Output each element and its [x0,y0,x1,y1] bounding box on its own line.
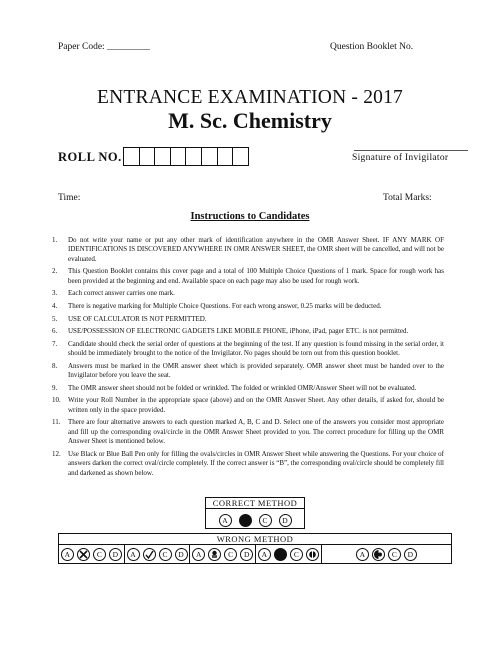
option-c-bubble: C [93,548,106,561]
wrong-method-label: WRONG METHOD [59,534,451,545]
instruction-number: 7. [52,339,58,348]
option-a-bubble: A [192,548,205,561]
correct-method-box [205,497,305,529]
time-label: Time: [58,193,81,203]
instruction-number: 12. [52,449,61,458]
option-d-bubble: D [404,548,417,561]
option-a-bubble: A [61,548,74,561]
roll-digit-box[interactable] [232,147,249,166]
roll-digit-box[interactable] [154,147,171,166]
instruction-number: 4. [52,302,58,310]
total-marks-label: Total Marks: [383,193,432,203]
option-b-tick-bubble [143,548,156,561]
option-c-bubble: C [290,548,303,561]
option-b-filled-bubble [239,514,252,527]
instruction-text: There is negative marking for Multiple Choice Questions. For each wrong answer, 0.25 marks will be deducted. [68,302,382,310]
instruction-text: USE/POSSESSION OF ELECTRONIC GADGETS LIKE MOBILE PHONE, iPhone, iPad, pager ETC. is not permitted. [68,327,409,336]
option-c-bubble: C [224,548,237,561]
invigilator-signature-label: Signature of Invigilator [352,153,449,163]
instruction-number: 1. [52,236,58,244]
option-d-bubble: D [175,548,188,561]
instructions-heading: Instructions to Candidates [190,211,310,222]
instructions-list [52,236,444,481]
wrong-example-half [322,545,451,563]
option-d-bubble: D [240,548,253,561]
instruction-number: 5. [52,314,58,323]
wrong-example-partial [190,545,256,563]
option-b-partial-bubble [208,548,221,561]
instruction-number: 10. [52,396,61,405]
option-d-dotted-bubble [306,548,319,561]
exam-title: ENTRANCE EXAMINATION - 2017 [97,87,403,108]
option-c-bubble: C [388,548,401,561]
roll-digit-box[interactable] [217,147,234,166]
instruction-item [52,384,444,393]
instruction-item [52,315,444,324]
roll-digit-box[interactable] [170,147,187,166]
option-d-bubble: D [279,514,292,527]
correct-method-bubbles [206,509,304,529]
option-b-filled-bubble [274,548,287,561]
instruction-item [52,450,444,478]
option-b-crossed-bubble [77,548,90,561]
instruction-number: 11. [52,418,61,427]
instruction-text: There are four alternative answers to each question marked A, B, C and D. Select one of the answers you consider most appropriate and fill up the corresponding oval/circle in the OMR Answer Sheet provided to you. The correct procedure for filling up the OMR Answer Sheet is mentioned below. [68,418,444,446]
wrong-example-crossed [59,545,125,563]
instruction-text: Write your Roll Number in the appropriate space (above) and on the OMR Answer Sheet. Any other details, if asked for, should be written only in the space provided. [68,396,444,414]
instruction-number: 8. [52,361,58,370]
instruction-text: The OMR answer sheet should not be folded or wrinkled. The folded or wrinkled OMR/Answer Sheet will not be evaluated. [68,383,417,392]
option-a-bubble: A [356,548,369,561]
instruction-number: 2. [52,267,58,276]
option-b-half-bubble [372,548,385,561]
instruction-item [52,327,444,336]
instruction-item [52,340,444,359]
instruction-item [52,267,444,286]
instruction-item [52,302,444,311]
wrong-method-examples [59,545,451,563]
instruction-item [52,236,444,264]
instruction-text: Answers must be marked in the OMR answer sheet which is provided separately. OMR answer sheet must be handed over to the Invigilator before you leave the seat. [68,361,444,380]
instruction-number: 9. [52,383,58,392]
wrong-method-box [58,533,452,564]
instruction-text: USE OF CALCULATOR IS NOT PERMITTED. [68,314,207,323]
roll-digit-box[interactable] [123,147,140,166]
wrong-example-multiple [256,545,322,563]
option-c-bubble: C [259,514,272,527]
roll-digit-box[interactable] [185,147,202,166]
instruction-text: Do not write your name or put any other mark of identification anywhere in the OMR Answer Sheet. IF ANY MARK OF IDENTIFICATIONS IS DISCOVERED ANYWHERE IN OMR ANSWER SHEET, the OMR sheet will be cancelled, and will not be evaluated. [68,236,444,263]
instruction-item [52,396,444,415]
wrong-example-tick [125,545,191,563]
instruction-number: 6. [52,327,58,336]
roll-digit-box[interactable] [201,147,218,166]
instruction-text: Use Black or Blue Ball Pen only for filling the ovals/circles in OMR Answer Sheet while answering the Questions. For your choice of answers darken the correct oval/circle completely. If the correct answer is “B”, the corresponding oval/circle should be completely fill and darkened as shown below. [68,449,444,477]
instruction-number: 3. [52,289,58,298]
correct-method-label: CORRECT METHOD [206,498,304,509]
option-a-bubble: A [258,548,271,561]
instruction-item [52,289,444,298]
roll-number-label: ROLL NO. [58,150,122,164]
paper-code: Paper Code: _________ [58,42,150,52]
option-d-bubble: D [109,548,122,561]
instruction-text: Each correct answer carries one mark. [68,289,175,298]
roll-number-boxes[interactable] [124,147,249,166]
instruction-item [52,418,444,446]
question-booklet-number: Question Booklet No. [330,42,414,52]
option-c-bubble: C [159,548,172,561]
roll-digit-box[interactable] [139,147,156,166]
signature-line [354,150,468,151]
option-a-bubble: A [219,514,232,527]
instruction-item [52,362,444,381]
instruction-text: Candidate should check the serial order of questions at the beginning of the test. If any question is found missing in the serial order, it should be immediately brought to the notice of the Invigilator. No pages should be torn out from this question booklet. [68,339,444,358]
instruction-text: This Question Booklet contains this cover page and a total of 100 Multiple Choice Questions of 1 mark. Space for rough work has been provided at the beginning and end. Available space on each page may also be used for rough work. [68,267,444,285]
option-a-bubble: A [127,548,140,561]
subject-title: M. Sc. Chemistry [168,108,332,133]
